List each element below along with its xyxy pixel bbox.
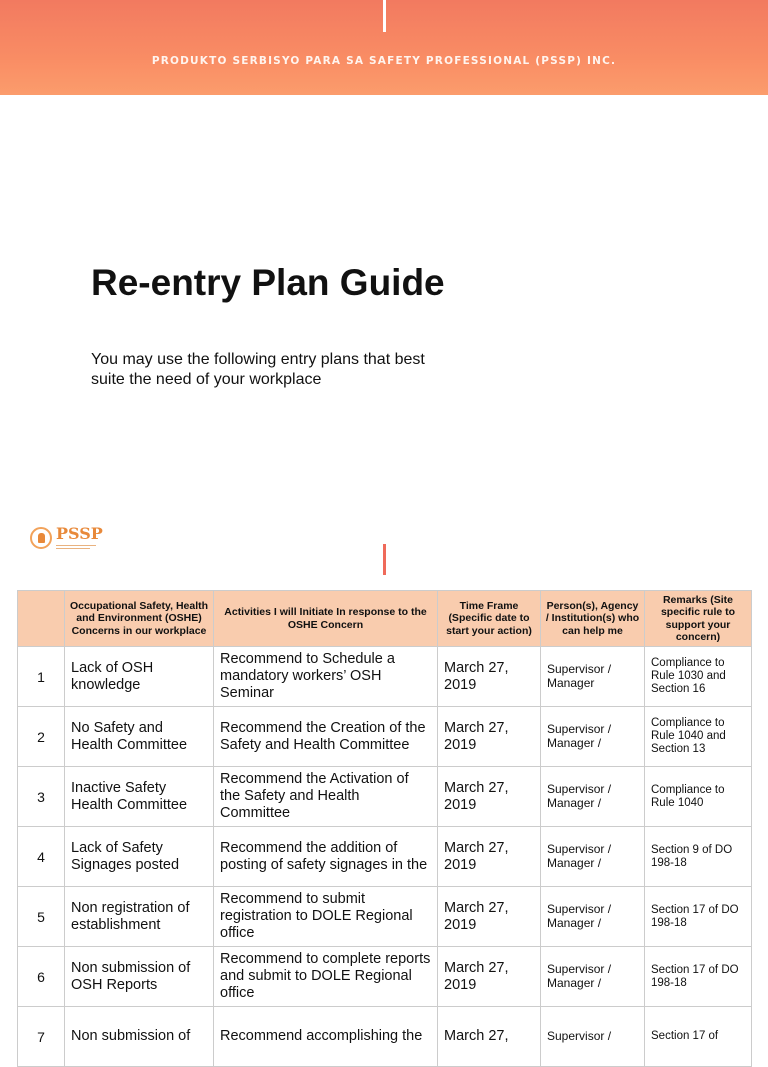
remarks-cell: Compliance to Rule 1040 and Section 13: [645, 707, 752, 767]
timeframe-cell: March 27,: [438, 1007, 541, 1067]
activity-cell: [214, 1007, 438, 1067]
person-cell: Supervisor /: [541, 1007, 645, 1067]
remarks-cell: Section 9 of DO 198-18: [645, 827, 752, 887]
remarks-cell: Section 17 of: [645, 1007, 752, 1067]
activity-cell: [214, 887, 438, 947]
table-row: [18, 647, 752, 707]
column-header-timeframe: Time Frame (Specific date to start your action): [438, 591, 541, 647]
reentry-plan-table: [17, 590, 752, 1067]
logo-name: PSSP: [56, 524, 103, 543]
timeframe-cell: March 27, 2019: [438, 647, 541, 707]
concern-cell: Lack of OSH knowledge: [65, 647, 214, 707]
row-number: 2: [18, 707, 65, 767]
row-number: 1: [18, 647, 65, 707]
remarks-cell: Compliance to Rule 1040: [645, 767, 752, 827]
activity-cell: [214, 947, 438, 1007]
activity-text: Recommend to complete reports and submit to DOLE Regional office: [220, 951, 431, 1001]
row-number: 3: [18, 767, 65, 827]
row-number: 4: [18, 827, 65, 887]
column-header-person: Person(s), Agency / Institution(s) who can help me: [541, 591, 645, 647]
timeframe-cell: March 27, 2019: [438, 947, 541, 1007]
person-cell: Supervisor / Manager /: [541, 947, 645, 1007]
activity-text: Recommend the addition of posting of safety signages in the: [220, 839, 428, 873]
concern-cell: Non registration of establishment: [65, 887, 214, 947]
table-row: [18, 1007, 752, 1067]
activity-text: Recommend to submit registration to DOLE Regional office: [220, 891, 413, 941]
column-header-concern: Occupational Safety, Health and Environment (OSHE) Concerns in our workplace: [65, 591, 214, 647]
row-number: 6: [18, 947, 65, 1007]
column-header-number: [18, 591, 65, 647]
remarks-cell: Section 17 of DO 198-18: [645, 887, 752, 947]
activity-text: Recommend accomplishing the: [220, 1028, 423, 1044]
remarks-cell: Section 17 of DO 198-18: [645, 947, 752, 1007]
document-title: Re-entry Plan Guide: [91, 262, 445, 303]
logo-tagline-line: [56, 548, 90, 549]
activity-text: Recommend to Schedule a mandatory workers’ OSH Seminar: [220, 651, 395, 701]
timeframe-cell: March 27, 2019: [438, 827, 541, 887]
timeframe-cell: March 27, 2019: [438, 707, 541, 767]
activity-cell: [214, 827, 438, 887]
logo-wordmark: [56, 526, 103, 549]
table-row: [18, 767, 752, 827]
banner-divider: [383, 0, 386, 32]
activity-text: Recommend the Creation of the Safety and Health Committee: [220, 719, 426, 753]
pssp-logo: [30, 526, 103, 549]
table-row: [18, 947, 752, 1007]
activity-cell: [214, 767, 438, 827]
person-cell: Supervisor / Manager /: [541, 767, 645, 827]
activity-text: Recommend the Activation of the Safety and Health Committee: [220, 771, 409, 821]
pssp-emblem-icon: [30, 527, 52, 549]
person-cell: Supervisor / Manager /: [541, 887, 645, 947]
table-header-row: [18, 591, 752, 647]
row-number: 5: [18, 887, 65, 947]
activity-cell: [214, 707, 438, 767]
concern-cell: Non submission of: [65, 1007, 214, 1067]
timeframe-cell: March 27, 2019: [438, 767, 541, 827]
document-subtitle: You may use the following entry plans that best suite the need of your workplace: [91, 351, 425, 388]
table-row: [18, 887, 752, 947]
person-cell: Supervisor / Manager /: [541, 707, 645, 767]
header-banner: [0, 0, 768, 95]
column-header-remarks: Remarks (Site specific rule to support your concern): [645, 591, 752, 647]
concern-cell: No Safety and Health Committee: [65, 707, 214, 767]
remarks-cell: Compliance to Rule 1030 and Section 16: [645, 647, 752, 707]
activity-cell: [214, 647, 438, 707]
timeframe-cell: March 27, 2019: [438, 887, 541, 947]
table-row: [18, 827, 752, 887]
table-row: [18, 707, 752, 767]
organization-name: PRODUKTO SERBISYO PARA SA SAFETY PROFESSIONAL (PSSP) INC.: [151, 55, 617, 67]
logo-tagline-line: [56, 545, 96, 546]
person-cell: Supervisor / Manager: [541, 647, 645, 707]
row-number: 7: [18, 1007, 65, 1067]
accent-divider: [383, 544, 386, 575]
column-header-activity: Activities I will Initiate In response to the OSHE Concern: [214, 591, 438, 647]
concern-cell: Non submission of OSH Reports: [65, 947, 214, 1007]
concern-cell: Lack of Safety Signages posted: [65, 827, 214, 887]
person-cell: Supervisor / Manager /: [541, 827, 645, 887]
concern-cell: Inactive Safety Health Committee: [65, 767, 214, 827]
